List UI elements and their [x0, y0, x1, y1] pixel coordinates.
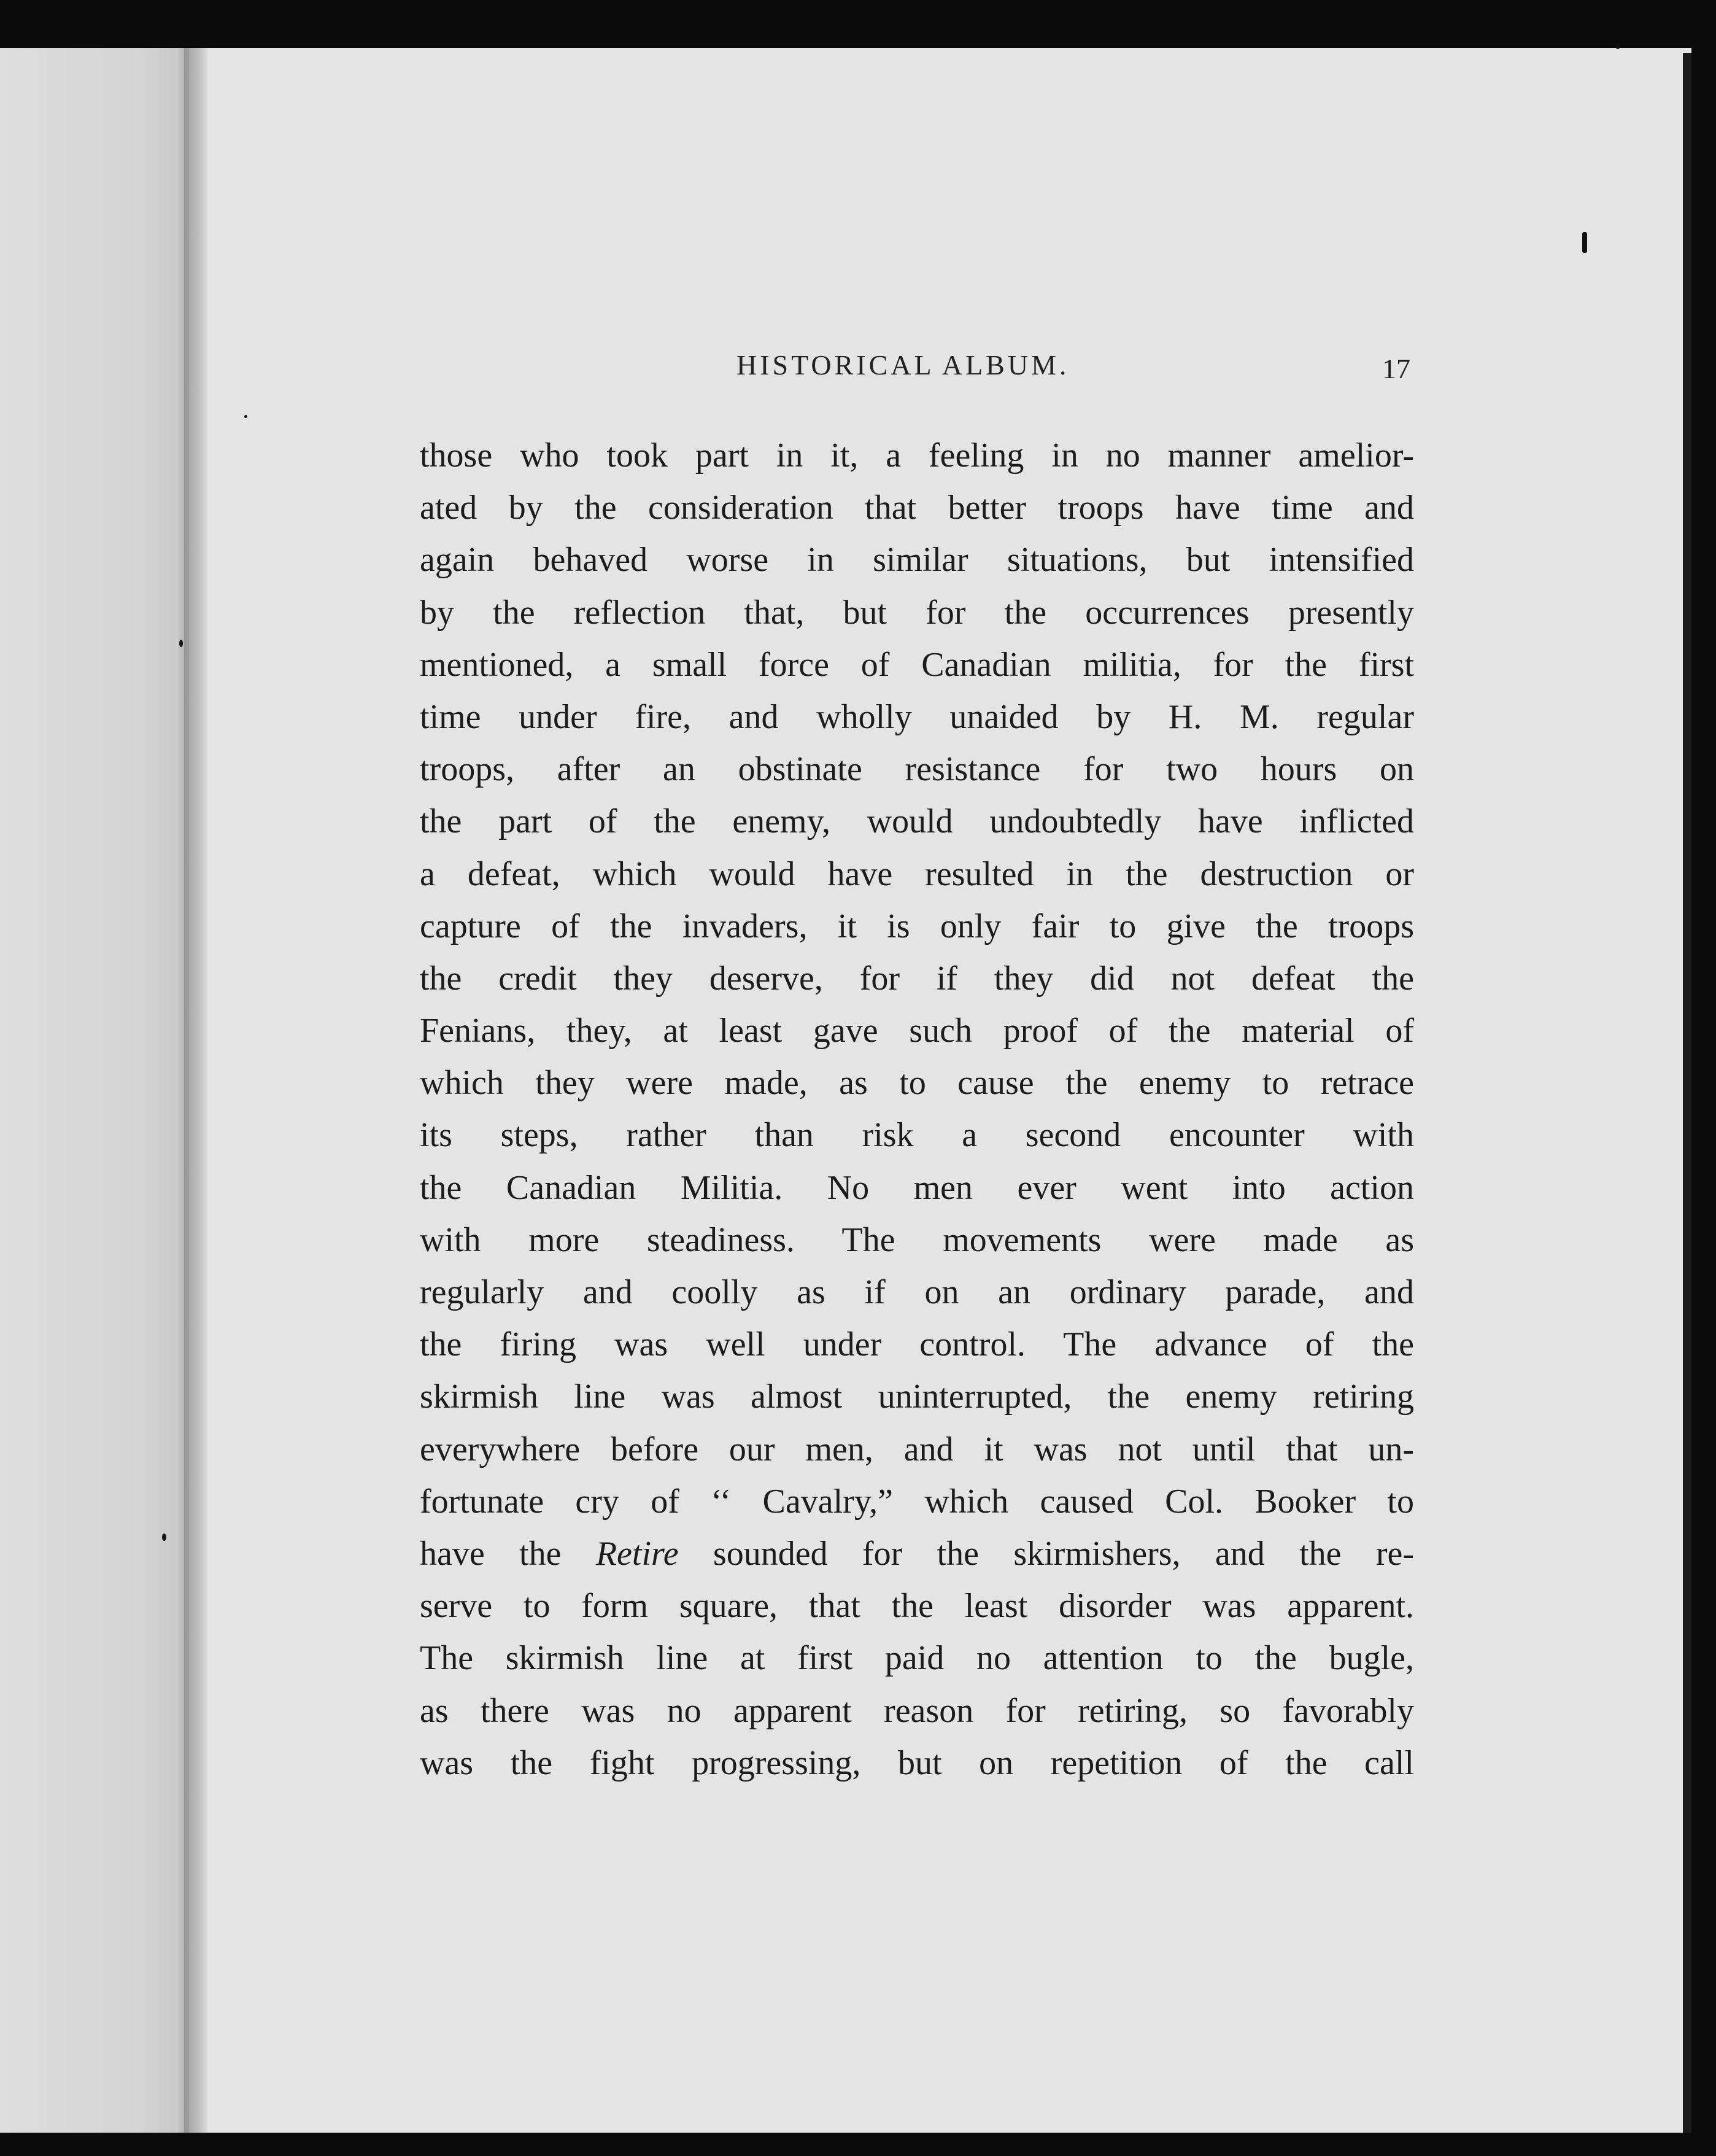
body-text [420, 430, 1414, 1790]
text-line: ated by the consideration that better troops have time and [420, 489, 1414, 527]
page-number: 17 [1382, 353, 1410, 384]
italic-word: Retire [595, 1534, 679, 1573]
text-line: as there was no apparent reason for retiring, so favorably [420, 1691, 1414, 1730]
text-line: with more steadiness. The movements were made as [420, 1220, 1414, 1259]
text-line: the Canadian Militia. No men ever went into action [420, 1168, 1414, 1207]
text-run: have the [420, 1534, 596, 1573]
text-run: sounded for the skirmishers, and the re- [678, 1534, 1414, 1573]
text-line: was the fight progressing, but on repetition of the call [420, 1743, 1414, 1782]
page-edge [1683, 53, 1691, 2133]
text-line: skirmish line was almost uninterrupted, the enemy retiring [420, 1378, 1414, 1416]
text-line: the part of the enemy, would undoubtedly have inflicted [420, 802, 1414, 841]
book-gutter [176, 48, 207, 2133]
dust-speck [1582, 232, 1587, 253]
text-line: The skirmish line at first paid no attention to the bugle, [420, 1639, 1414, 1678]
text-line: those who took part in it, a feeling in no manner amelior- [420, 436, 1414, 475]
text-line: the credit they deserve, for if they did not defeat the [420, 959, 1414, 998]
text-line: serve to form square, that the least disorder was apparent. [420, 1587, 1414, 1626]
text-line: mentioned, a small force of Canadian militia, for the first [420, 645, 1414, 684]
text-line: a defeat, which would have resulted in the destruction or [420, 855, 1414, 893]
text-line: everywhere before our men, and it was not until that un- [420, 1430, 1414, 1468]
text-line: fortunate cry of ‘‘ Cavalry,” which caused Col. Booker to [420, 1482, 1414, 1521]
text-line: which they were made, as to cause the enemy to retrace [420, 1064, 1414, 1103]
gutter-fold-line [184, 48, 189, 2133]
text-line [420, 1528, 1414, 1580]
text-line: its steps, rather than risk a second encounter with [420, 1116, 1414, 1155]
running-head: HISTORICAL ALBUM. [736, 349, 1070, 381]
dust-speck [244, 415, 247, 418]
dust-speck [179, 640, 183, 647]
text-line: troops, after an obstinate resistance for two hours on [420, 750, 1414, 789]
dust-speck [1615, 43, 1620, 49]
text-line: the firing was well under control. The advance of the [420, 1325, 1414, 1364]
text-line: Fenians, they, at least gave such proof of the material of [420, 1012, 1414, 1050]
facing-page-strip [0, 48, 176, 2133]
text-line: again behaved worse in similar situations, but intensified [420, 541, 1414, 580]
text-line: regularly and coolly as if on an ordinary parade, and [420, 1273, 1414, 1311]
dust-speck [162, 1534, 166, 1541]
text-line: time under fire, and wholly unaided by H. M. regular [420, 697, 1414, 736]
text-line: by the reflection that, but for the occurrences presently [420, 593, 1414, 632]
text-line: capture of the invaders, it is only fair to give the troops [420, 907, 1414, 945]
